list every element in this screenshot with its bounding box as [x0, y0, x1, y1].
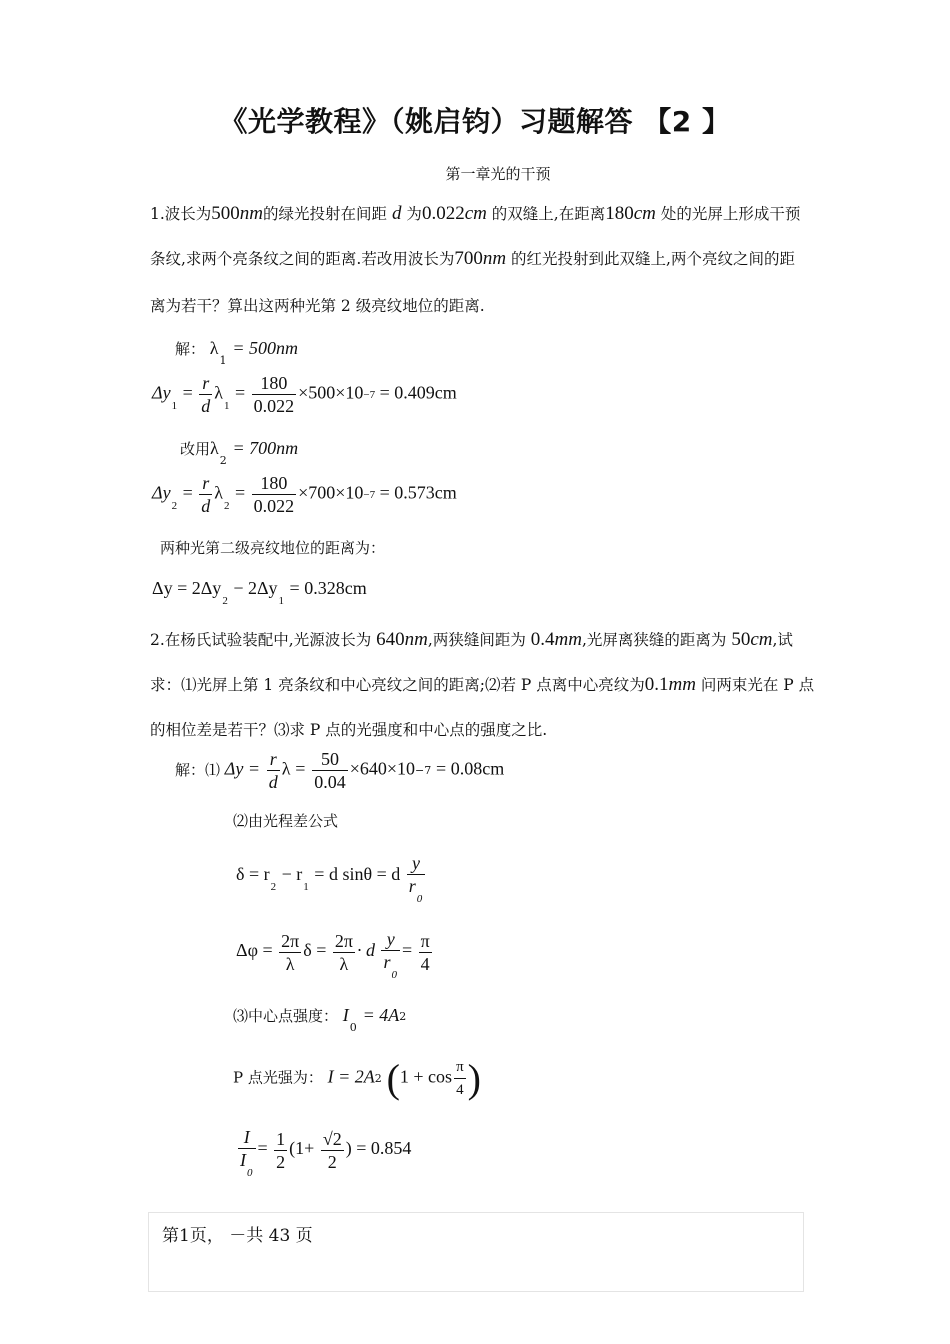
- text: ,试: [772, 631, 793, 649]
- subscript: 1: [171, 399, 178, 412]
- lambda1-value: = 500nm: [232, 338, 298, 358]
- solution2-part1: 解：⑴ Δy = $\frac{r}{d}$ λ = $\frac{50}{0.04}$ ×640×10−7 = 0.08cm: [175, 749, 505, 792]
- text: ,两狭缝间距为: [427, 631, 526, 649]
- solution1-lambda1: 解： $\lambda_1 = 500nm$: [175, 338, 298, 367]
- value: 0.1: [644, 674, 669, 695]
- lambda2-value: = 700nm: [232, 438, 299, 458]
- unit: mm: [668, 674, 696, 695]
- equation-ratio: [236, 1126, 412, 1179]
- equation-delta: $\delta = r_2 - r_1 = d$ sinθ = d $\frac{y}{r_0}$: [236, 852, 427, 900]
- exponent: −7: [363, 388, 376, 401]
- page-title: 《光学教程》（姚启钧）习题解答 【2 】: [219, 105, 731, 138]
- fraction: $\frac{1}{2}$: [276, 1128, 286, 1172]
- result: = 0.409cm: [379, 382, 457, 403]
- equation-dy1: $\Delta y_1$ = $\frac{r}{d}$ $\lambda_1$ = $\frac{180}{0.022}$ ×500×10−7 = 0.409cm: [152, 373, 457, 416]
- term: Δφ =: [236, 940, 273, 961]
- problem1-line2: [150, 247, 795, 270]
- term: − r: [281, 864, 303, 885]
- unit: cm: [464, 203, 487, 224]
- value: 180: [605, 203, 634, 224]
- term: Δy = 2Δy: [152, 578, 222, 598]
- text: 的双缝上,在距离: [491, 205, 606, 223]
- fraction-y-r0: $\frac{y}{r_0}$: [381, 928, 400, 976]
- fraction-I-I0: $\frac{I}{I_0}$: [238, 1126, 256, 1174]
- part3-label: ⑶中心点强度：: [233, 1007, 339, 1025]
- fraction: $\frac{180}{0.022}$: [253, 473, 295, 516]
- term: δ =: [303, 940, 327, 961]
- lambda: λ: [214, 382, 223, 403]
- fraction: $\frac{50}{0.04}$: [314, 749, 346, 792]
- symbol: d: [391, 203, 402, 224]
- value: 0.022: [421, 203, 465, 224]
- text: 问两束光在 P 点: [700, 676, 815, 694]
- problem2-line3: 的相位差是若干？⑶求 P 点的光强度和中心点的强度之比.: [150, 721, 548, 739]
- term: δ = r: [236, 864, 270, 885]
- fraction: $\frac{2\pi}{\lambda}$: [281, 930, 300, 974]
- term: = d sinθ = d: [314, 864, 401, 885]
- fraction: $\frac{\pi}{4}$: [420, 930, 430, 974]
- term: 1 + cos: [399, 1066, 453, 1087]
- fraction: $\frac{\pi}{4}$: [454, 1056, 466, 1101]
- text: 的红光投射到此双缝上,两个亮纹之间的距: [511, 250, 795, 268]
- equation-dy2: $\Delta y_2$ = $\frac{r}{d}$ $\lambda_2$ = $\frac{180}{0.022}$ ×700×10−7 = 0.573cm: [152, 473, 457, 516]
- text: 为: [406, 205, 422, 223]
- text: 处的光屏上形成干预: [660, 205, 801, 223]
- fraction: $\frac{180}{0.022}$: [253, 373, 295, 416]
- lhs: Δy: [152, 382, 171, 403]
- second-order-label: 两种光第二级亮纹地位的距离为：: [160, 539, 386, 557]
- fraction-y-r0: $\frac{y}{r_0}$: [407, 852, 426, 900]
- equation-phase: [236, 928, 434, 981]
- text: 1.波长为: [150, 205, 212, 223]
- value: 500: [211, 203, 240, 224]
- symbol: I: [342, 1005, 349, 1025]
- product: ×640×10: [349, 758, 416, 779]
- equals: =: [401, 940, 413, 961]
- fraction: $\frac{√2}{2}$: [322, 1128, 342, 1172]
- part3-center-intensity: ⑶中心点强度： $I_0 = 4A2$: [233, 1005, 407, 1034]
- text: 2.在杨氏试验装配中,光源波长为: [150, 631, 372, 649]
- result: ) = 0.854: [345, 1138, 412, 1159]
- problem2-line1: [150, 628, 793, 651]
- text: ,光屏离狭缝的距离为: [581, 631, 727, 649]
- fraction-r0-d: $\frac{r}{d}$: [268, 749, 278, 792]
- p-label: P 点光强为：: [233, 1068, 323, 1087]
- term: · d: [356, 940, 375, 961]
- unit: nm: [482, 248, 507, 269]
- subscript: 2: [171, 499, 178, 512]
- unit: nm: [239, 203, 264, 224]
- fraction-r0-d: $\frac{r}{d}$: [201, 373, 211, 416]
- lhs: Δy: [152, 482, 171, 503]
- text: 条纹,求两个亮条纹之间的距离.若改用波长为: [150, 250, 455, 268]
- result: = 0.573cm: [379, 482, 457, 503]
- text: 的绿光投射在间距: [263, 205, 388, 223]
- value: 0.4: [530, 629, 555, 650]
- problem2-line2: [150, 673, 814, 696]
- fraction-r0-d: $\frac{r}{d}$: [201, 473, 211, 516]
- right-paren: ): [467, 1056, 481, 1101]
- product: ×700×10: [298, 482, 364, 503]
- unit: nm: [404, 629, 428, 650]
- product: ×500×10: [298, 382, 364, 403]
- chapter-heading: 第一章光的干预: [445, 165, 551, 183]
- unit: mm: [554, 629, 582, 650]
- part2-label: ⑵由光程差公式: [233, 812, 339, 830]
- page-footer: 第1页， －共 43 页: [162, 1226, 313, 1246]
- text: 求：⑴光屏上第 1 亮条纹和中心亮纹之间的距离;⑵若 P 点离中心亮纹为: [150, 676, 645, 694]
- part3-p-intensity: P 点光强为： I = 2A2 (1 + cos $\frac{\pi}{4}$ ): [233, 1056, 481, 1101]
- unit: cm: [750, 629, 773, 650]
- solution-label: 解：: [175, 340, 206, 358]
- term: I = 2A: [327, 1066, 375, 1087]
- exponent: −7: [363, 488, 376, 501]
- result: = 0.08cm: [436, 758, 505, 779]
- exponent: −7: [415, 763, 432, 777]
- problem1-line3: 离为若干？算出这两种光第 2 级亮纹地位的距离.: [150, 297, 485, 315]
- change-label: 改用: [180, 440, 211, 458]
- value: 50: [731, 629, 751, 650]
- left-paren: (: [386, 1056, 400, 1101]
- problem1-line1: [150, 202, 800, 225]
- fraction: $\frac{2\pi}{\lambda}$: [334, 930, 353, 974]
- value: 640: [376, 629, 405, 650]
- term: − 2Δy: [233, 578, 278, 598]
- unit: cm: [633, 203, 656, 224]
- lhs: Δy =: [224, 758, 260, 779]
- result: = 0.328cm: [289, 578, 367, 598]
- solution1-lambda2: 改用$\lambda_2 = 700nm$: [180, 438, 299, 467]
- equals: =: [257, 1138, 268, 1159]
- equation-dy: $\Delta y = 2\Delta y_2 - 2\Delta y_1 = 0.328cm$: [152, 578, 367, 607]
- solution-label: 解：⑴: [175, 760, 221, 779]
- term: = 4A: [362, 1005, 400, 1025]
- value: 700: [454, 248, 483, 269]
- term: (1+: [289, 1138, 315, 1159]
